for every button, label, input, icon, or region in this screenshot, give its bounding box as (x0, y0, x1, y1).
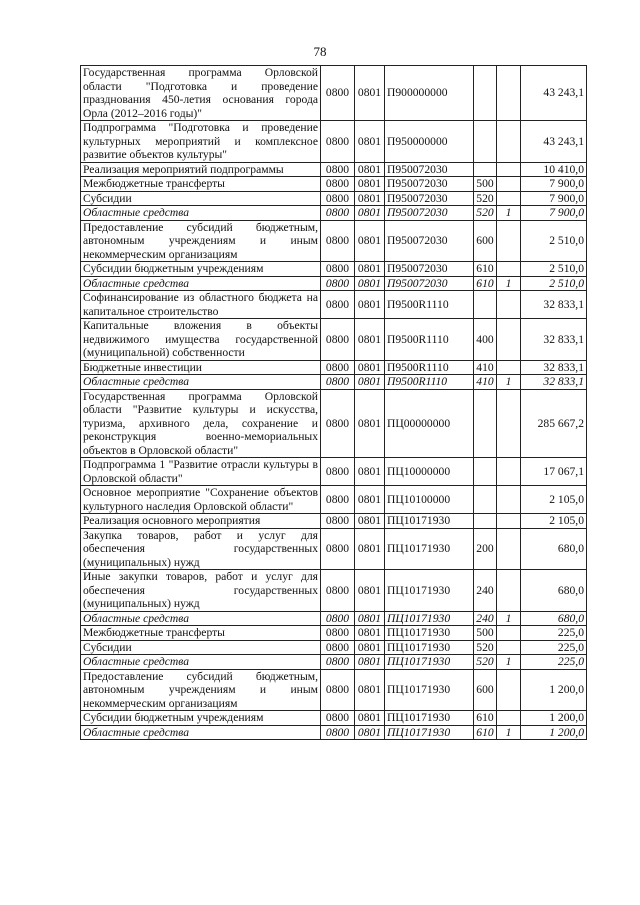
target-article-cell: П950072030 (385, 276, 474, 291)
subsection-code-cell: 0801 (355, 725, 385, 740)
target-article-cell: ПЦ00000000 (385, 389, 474, 458)
subsection-code-cell: 0801 (355, 206, 385, 221)
row-name-cell: Областные средства (81, 276, 321, 291)
subsection-code-cell: 0801 (355, 486, 385, 514)
funding-source-cell (497, 669, 521, 711)
table-row (81, 570, 587, 612)
subsection-code-cell: 0801 (355, 262, 385, 277)
table-row (81, 389, 587, 458)
expense-type-cell: 520 (474, 655, 497, 670)
subsection-code-cell: 0801 (355, 570, 385, 612)
table-row (81, 669, 587, 711)
funding-source-cell (497, 528, 521, 570)
subsection-code-cell: 0801 (355, 375, 385, 390)
subsection-code-cell: 0801 (355, 162, 385, 177)
amount-cell: 2 105,0 (521, 514, 587, 529)
target-article-cell: ПЦ10171930 (385, 640, 474, 655)
row-name-cell: Предоставление субсидий бюджетным, автономным учреждениям и иным некоммерческим организациям (81, 220, 321, 262)
amount-cell: 2 510,0 (521, 262, 587, 277)
subsection-code-cell: 0801 (355, 655, 385, 670)
row-name-cell: Субсидии бюджетным учреждениям (81, 262, 321, 277)
expense-type-cell (474, 291, 497, 319)
table-row (81, 711, 587, 726)
funding-source-cell (497, 711, 521, 726)
amount-cell: 7 900,0 (521, 206, 587, 221)
section-code-cell: 0800 (321, 725, 355, 740)
budget-table (80, 65, 587, 740)
amount-cell: 32 833,1 (521, 360, 587, 375)
target-article-cell: П9500R1110 (385, 375, 474, 390)
target-article-cell: П950072030 (385, 191, 474, 206)
table-row (81, 177, 587, 192)
row-name-cell: Областные средства (81, 206, 321, 221)
target-article-cell: ПЦ10171930 (385, 655, 474, 670)
section-code-cell: 0800 (321, 570, 355, 612)
expense-type-cell (474, 121, 497, 163)
section-code-cell: 0800 (321, 191, 355, 206)
target-article-cell: ПЦ10171930 (385, 570, 474, 612)
target-article-cell: П950072030 (385, 162, 474, 177)
subsection-code-cell: 0801 (355, 291, 385, 319)
expense-type-cell: 500 (474, 177, 497, 192)
table-row (81, 291, 587, 319)
section-code-cell: 0800 (321, 66, 355, 121)
funding-source-cell (497, 514, 521, 529)
subsection-code-cell: 0801 (355, 66, 385, 121)
section-code-cell: 0800 (321, 611, 355, 626)
section-code-cell: 0800 (321, 206, 355, 221)
expense-type-cell: 410 (474, 375, 497, 390)
section-code-cell: 0800 (321, 626, 355, 641)
section-code-cell: 0800 (321, 655, 355, 670)
amount-cell: 7 900,0 (521, 191, 587, 206)
page-number: 78 (313, 44, 327, 59)
amount-cell: 2 510,0 (521, 220, 587, 262)
table-row (81, 514, 587, 529)
row-name-cell: Государственная программа Орловской области "Развитие культуры и искусства, туризма, архивного дела, сохранение и реконструкция военно-мемориальных объектов в Орловской области" (81, 389, 321, 458)
amount-cell: 32 833,1 (521, 319, 587, 361)
row-name-cell: Областные средства (81, 725, 321, 740)
table-row (81, 206, 587, 221)
funding-source-cell (497, 319, 521, 361)
section-code-cell: 0800 (321, 121, 355, 163)
table-row (81, 626, 587, 641)
row-name-cell: Государственная программа Орловской области "Подготовка и проведение празднования 450-летия основания города Орла (2012–2016 годы)" (81, 66, 321, 121)
section-code-cell: 0800 (321, 262, 355, 277)
row-name-cell: Областные средства (81, 611, 321, 626)
amount-cell: 32 833,1 (521, 291, 587, 319)
funding-source-cell (497, 570, 521, 612)
table-row (81, 528, 587, 570)
target-article-cell: ПЦ10171930 (385, 725, 474, 740)
funding-source-cell (497, 121, 521, 163)
section-code-cell: 0800 (321, 220, 355, 262)
amount-cell: 2 510,0 (521, 276, 587, 291)
subsection-code-cell: 0801 (355, 711, 385, 726)
section-code-cell: 0800 (321, 458, 355, 486)
expense-type-cell: 610 (474, 262, 497, 277)
expense-type-cell (474, 486, 497, 514)
expense-type-cell: 240 (474, 611, 497, 626)
expense-type-cell: 610 (474, 711, 497, 726)
table-row (81, 220, 587, 262)
target-article-cell: ПЦ10171930 (385, 611, 474, 626)
row-name-cell: Субсидии бюджетным учреждениям (81, 711, 321, 726)
funding-source-cell: 1 (497, 206, 521, 221)
row-name-cell: Основное мероприятие "Сохранение объектов культурного наследия Орловской области" (81, 486, 321, 514)
expense-type-cell: 410 (474, 360, 497, 375)
amount-cell: 43 243,1 (521, 121, 587, 163)
amount-cell: 1 200,0 (521, 711, 587, 726)
table-row (81, 121, 587, 163)
table-row (81, 725, 587, 740)
amount-cell: 17 067,1 (521, 458, 587, 486)
subsection-code-cell: 0801 (355, 626, 385, 641)
funding-source-cell: 1 (497, 725, 521, 740)
subsection-code-cell: 0801 (355, 177, 385, 192)
target-article-cell: ПЦ10100000 (385, 486, 474, 514)
target-article-cell: П950072030 (385, 262, 474, 277)
section-code-cell: 0800 (321, 389, 355, 458)
amount-cell: 225,0 (521, 640, 587, 655)
table-row (81, 640, 587, 655)
section-code-cell: 0800 (321, 291, 355, 319)
table-row (81, 458, 587, 486)
row-name-cell: Межбюджетные трансферты (81, 626, 321, 641)
row-name-cell: Реализация мероприятий подпрограммы (81, 162, 321, 177)
table-row (81, 360, 587, 375)
row-name-cell: Областные средства (81, 655, 321, 670)
funding-source-cell (497, 486, 521, 514)
row-name-cell: Софинансирование из областного бюджета на капитальное строительство (81, 291, 321, 319)
funding-source-cell (497, 626, 521, 641)
section-code-cell: 0800 (321, 528, 355, 570)
section-code-cell: 0800 (321, 640, 355, 655)
table-row (81, 655, 587, 670)
subsection-code-cell: 0801 (355, 611, 385, 626)
funding-source-cell (497, 262, 521, 277)
funding-source-cell: 1 (497, 375, 521, 390)
expense-type-cell: 520 (474, 191, 497, 206)
amount-cell: 225,0 (521, 655, 587, 670)
target-article-cell: ПЦ10171930 (385, 528, 474, 570)
target-article-cell: П9500R1110 (385, 360, 474, 375)
row-name-cell: Иные закупки товаров, работ и услуг для обеспечения государственных (муниципальных) нужд (81, 570, 321, 612)
funding-source-cell (497, 177, 521, 192)
expense-type-cell (474, 514, 497, 529)
funding-source-cell (497, 220, 521, 262)
target-article-cell: ПЦ10171930 (385, 626, 474, 641)
funding-source-cell (497, 291, 521, 319)
expense-type-cell: 520 (474, 206, 497, 221)
expense-type-cell: 600 (474, 669, 497, 711)
expense-type-cell: 610 (474, 725, 497, 740)
row-name-cell: Капитальные вложения в объекты недвижимого имущества государственной (муниципальной) собственности (81, 319, 321, 361)
amount-cell: 680,0 (521, 611, 587, 626)
funding-source-cell: 1 (497, 655, 521, 670)
section-code-cell: 0800 (321, 162, 355, 177)
subsection-code-cell: 0801 (355, 319, 385, 361)
expense-type-cell: 240 (474, 570, 497, 612)
subsection-code-cell: 0801 (355, 121, 385, 163)
table-row (81, 486, 587, 514)
target-article-cell: ПЦ10171930 (385, 669, 474, 711)
section-code-cell: 0800 (321, 276, 355, 291)
row-name-cell: Закупка товаров, работ и услуг для обеспечения государственных (муниципальных) нужд (81, 528, 321, 570)
row-name-cell: Межбюджетные трансферты (81, 177, 321, 192)
funding-source-cell (497, 640, 521, 655)
section-code-cell: 0800 (321, 514, 355, 529)
target-article-cell: П9500R1110 (385, 291, 474, 319)
expense-type-cell: 400 (474, 319, 497, 361)
table-row (81, 262, 587, 277)
expense-type-cell: 200 (474, 528, 497, 570)
expense-type-cell: 520 (474, 640, 497, 655)
expense-type-cell: 600 (474, 220, 497, 262)
amount-cell: 680,0 (521, 570, 587, 612)
row-name-cell: Реализация основного мероприятия (81, 514, 321, 529)
table-row (81, 611, 587, 626)
subsection-code-cell: 0801 (355, 191, 385, 206)
funding-source-cell: 1 (497, 611, 521, 626)
target-article-cell: П9500R1110 (385, 319, 474, 361)
amount-cell: 10 410,0 (521, 162, 587, 177)
section-code-cell: 0800 (321, 319, 355, 361)
funding-source-cell (497, 389, 521, 458)
funding-source-cell (497, 458, 521, 486)
row-name-cell: Субсидии (81, 640, 321, 655)
target-article-cell: П950000000 (385, 121, 474, 163)
expense-type-cell (474, 162, 497, 177)
row-name-cell: Подпрограмма "Подготовка и проведение культурных мероприятий и комплексное развитие объектов культуры" (81, 121, 321, 163)
table-row (81, 276, 587, 291)
subsection-code-cell: 0801 (355, 458, 385, 486)
subsection-code-cell: 0801 (355, 389, 385, 458)
row-name-cell: Предоставление субсидий бюджетным, автономным учреждениям и иным некоммерческим организациям (81, 669, 321, 711)
expense-type-cell (474, 389, 497, 458)
target-article-cell: ПЦ10171930 (385, 711, 474, 726)
target-article-cell: П950072030 (385, 206, 474, 221)
table-row (81, 191, 587, 206)
section-code-cell: 0800 (321, 177, 355, 192)
amount-cell: 7 900,0 (521, 177, 587, 192)
amount-cell: 285 667,2 (521, 389, 587, 458)
expense-type-cell (474, 458, 497, 486)
expense-type-cell (474, 66, 497, 121)
expense-type-cell: 610 (474, 276, 497, 291)
target-article-cell: ПЦ10171930 (385, 514, 474, 529)
amount-cell: 680,0 (521, 528, 587, 570)
amount-cell: 32 833,1 (521, 375, 587, 390)
row-name-cell: Областные средства (81, 375, 321, 390)
funding-source-cell (497, 191, 521, 206)
funding-source-cell: 1 (497, 276, 521, 291)
section-code-cell: 0800 (321, 486, 355, 514)
budget-table-body (81, 66, 587, 740)
section-code-cell: 0800 (321, 669, 355, 711)
table-row (81, 375, 587, 390)
funding-source-cell (497, 360, 521, 375)
target-article-cell: ПЦ10000000 (385, 458, 474, 486)
table-row (81, 319, 587, 361)
amount-cell: 1 200,0 (521, 725, 587, 740)
target-article-cell: П900000000 (385, 66, 474, 121)
amount-cell: 43 243,1 (521, 66, 587, 121)
subsection-code-cell: 0801 (355, 669, 385, 711)
subsection-code-cell: 0801 (355, 360, 385, 375)
table-row (81, 162, 587, 177)
subsection-code-cell: 0801 (355, 514, 385, 529)
subsection-code-cell: 0801 (355, 276, 385, 291)
subsection-code-cell: 0801 (355, 640, 385, 655)
target-article-cell: П950072030 (385, 220, 474, 262)
expense-type-cell: 500 (474, 626, 497, 641)
amount-cell: 1 200,0 (521, 669, 587, 711)
row-name-cell: Подпрограмма 1 "Развитие отрасли культуры в Орловской области" (81, 458, 321, 486)
subsection-code-cell: 0801 (355, 528, 385, 570)
row-name-cell: Субсидии (81, 191, 321, 206)
amount-cell: 2 105,0 (521, 486, 587, 514)
section-code-cell: 0800 (321, 360, 355, 375)
table-row (81, 66, 587, 121)
funding-source-cell (497, 162, 521, 177)
section-code-cell: 0800 (321, 375, 355, 390)
section-code-cell: 0800 (321, 711, 355, 726)
row-name-cell: Бюджетные инвестиции (81, 360, 321, 375)
amount-cell: 225,0 (521, 626, 587, 641)
funding-source-cell (497, 66, 521, 121)
target-article-cell: П950072030 (385, 177, 474, 192)
subsection-code-cell: 0801 (355, 220, 385, 262)
